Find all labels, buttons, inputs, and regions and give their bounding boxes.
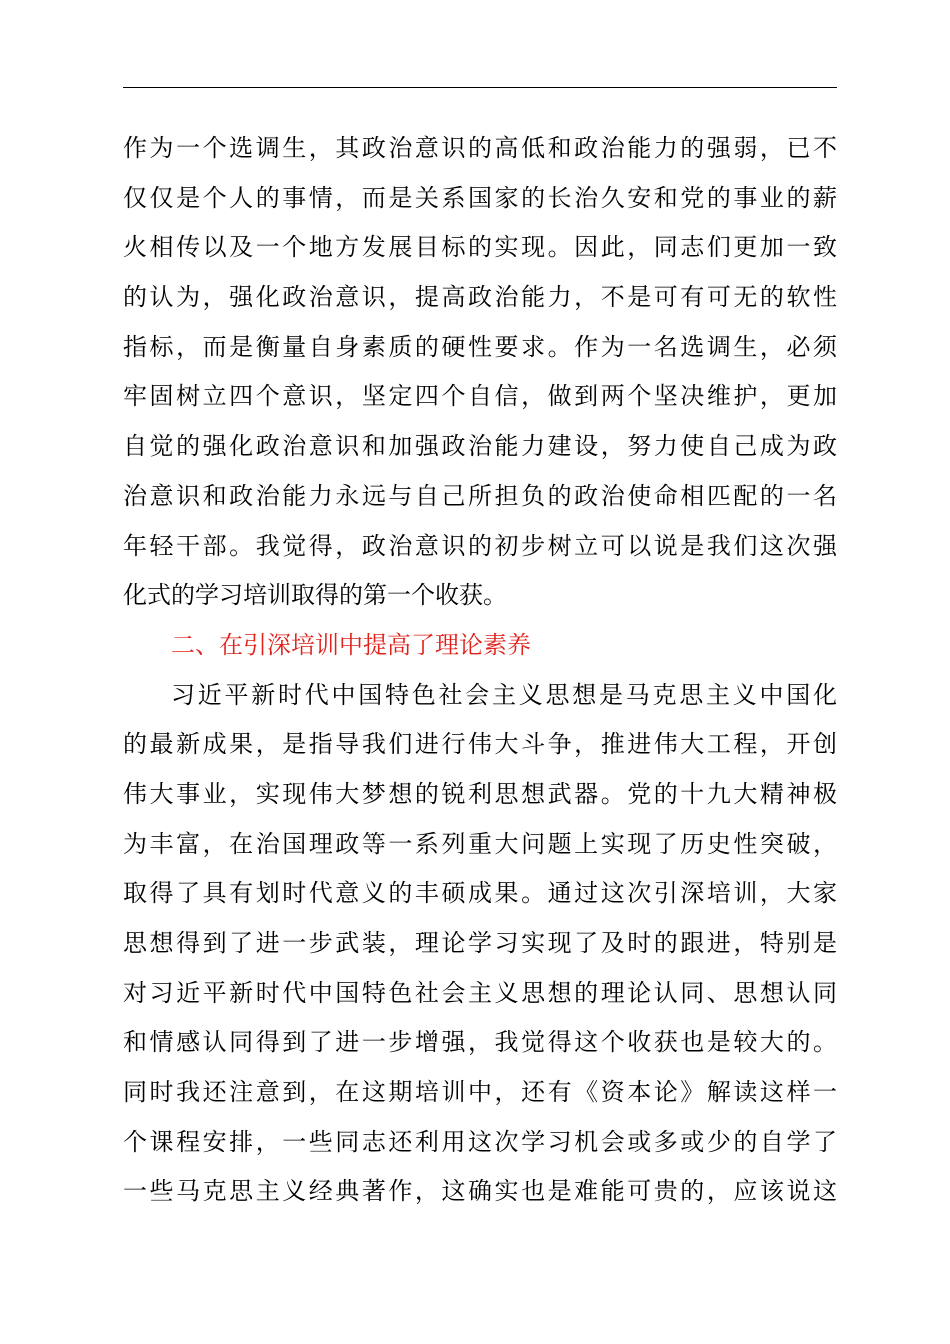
text-line: 化式的学习培训取得的第一个收获。 xyxy=(123,581,507,610)
text-line: 一些马克思主义经典著作，这确实也是难能可贵的，应该说这 xyxy=(123,1177,837,1206)
text-line: 对习近平新时代中国特色社会主义思想的理论认同、思想认同 xyxy=(123,978,837,1007)
text-line: 火相传以及一个地方发展目标的实现。因此，同志们更加一致 xyxy=(123,233,837,262)
text-line: 思想得到了进一步武装，理论学习实现了及时的跟进，特别是 xyxy=(123,929,837,957)
text-line: 的最新成果，是指导我们进行伟大斗争，推进伟大工程，开创 xyxy=(123,730,837,759)
text-line: 治意识和政治能力永远与自己所担负的政治使命相匹配的一名 xyxy=(123,481,837,510)
text-line: 作为一个选调生，其政治意识的高低和政治能力的强弱，已不 xyxy=(123,134,837,162)
text-line: 仅仅是个人的事情，而是关系国家的长治久安和党的事业的薪 xyxy=(123,183,837,212)
text-line: 的认为，强化政治意识，提高政治能力，不是可有可无的软性 xyxy=(123,283,837,312)
text-line: 个课程安排，一些同志还利用这次学习机会或多或少的自学了 xyxy=(123,1127,837,1156)
section-heading: 二、在引深培训中提高了理论素养 xyxy=(171,630,531,659)
text-line: 和情感认同得到了进一步增强，我觉得这个收获也是较大的。 xyxy=(123,1028,837,1057)
text-line: 牢固树立四个意识，坚定四个自信，做到两个坚决维护，更加 xyxy=(123,382,837,411)
text-line: 指标，而是衡量自身素质的硬性要求。作为一名选调生，必须 xyxy=(123,332,837,361)
header-rule xyxy=(123,87,837,88)
paragraph-1 xyxy=(123,124,837,621)
text-line: 年轻干部。我觉得，政治意识的初步树立可以说是我们这次强 xyxy=(123,531,837,560)
text-line: 取得了具有划时代意义的丰硕成果。通过这次引深培训，大家 xyxy=(123,879,837,908)
text-line: 伟大事业，实现伟大梦想的锐利思想武器。党的十九大精神极 xyxy=(123,779,837,808)
paragraph-2 xyxy=(123,671,837,1218)
text-line: 自觉的强化政治意识和加强政治能力建设，努力使自己成为政 xyxy=(123,432,837,461)
document-body xyxy=(123,124,837,1217)
text-line: 习近平新时代中国特色社会主义思想是马克思主义中国化 xyxy=(171,680,837,709)
text-line: 为丰富，在治国理政等一系列重大问题上实现了历史性突破， xyxy=(123,829,837,858)
text-line: 同时我还注意到，在这期培训中，还有《资本论》解读这样一 xyxy=(123,1078,837,1107)
